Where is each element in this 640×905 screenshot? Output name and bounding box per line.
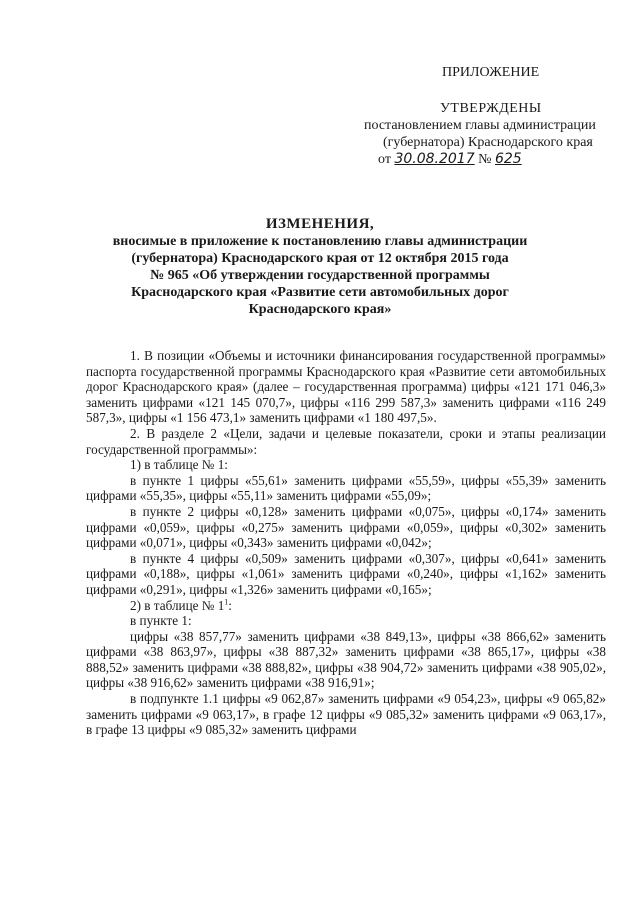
title-line: Краснодарского края «Развитие сети автомобильных дорог	[131, 285, 509, 300]
date-prefix: от	[378, 152, 391, 167]
table-ref-superscript: 1	[224, 597, 229, 607]
paragraph: в пункте 4 цифры «0,509» заменить цифрами «0,307», цифры «0,641» заменить цифрами «0,188», цифры «1,061» заменить цифрами «0,240», цифры «1,162» заменить цифрами «0,291», цифры «1,326» заменить цифрами «0,165»;	[86, 550, 606, 597]
title-main: ИЗМЕНЕНИЯ,	[265, 216, 375, 232]
title-line: вносимые в приложение к постановлению главы администрации	[112, 234, 528, 249]
approved-label: УТВЕРЖДЕНЫ	[440, 101, 542, 116]
table-ref-text: 2) в таблице № 1	[130, 597, 225, 613]
paragraph: в пункте 1:	[130, 613, 192, 629]
appendix-label: ПРИЛОЖЕНИЕ	[442, 65, 540, 80]
governor-line: (губернатора) Краснодарского края	[383, 135, 593, 150]
title-line: (губернатора) Краснодарского края от 12 октября 2015 года	[131, 251, 509, 266]
paragraph: 2. В разделе 2 «Цели, задачи и целевые показатели, сроки и этапы реализации государственной программы»:	[86, 425, 606, 457]
paragraph-table-ref	[86, 598, 606, 614]
table-ref-suffix: :	[228, 597, 232, 613]
document-body	[86, 348, 606, 738]
paragraph: в пункте 1 цифры «55,61» заменить цифрами «55,59», цифры «55,39» заменить цифрами «55,35», цифры «55,11» заменить цифрами «55,09»;	[86, 472, 606, 504]
document-title	[90, 215, 550, 318]
resolution-line: постановлением главы администрации	[364, 118, 596, 133]
paragraph: в подпункте 1.1 цифры «9 062,87» заменить цифрами «9 054,23», цифры «9 065,82» заменить цифрами «9 063,17», в графе 12 цифры «9 085,32» заменить цифрами «9 063,17», в графе 13 цифры «9 085,32» заменить цифрами	[86, 691, 606, 738]
handwritten-date: 30.08.2017	[394, 151, 475, 167]
date-number-row	[378, 151, 620, 168]
paragraph: цифры «38 857,77» заменить цифрами «38 849,13», цифры «38 866,62» заменить цифрами «38 863,97», цифры «38 887,32» заменить цифрами «38 865,17», цифры «38 888,52» заменить цифрами «38 888,82», цифры «38 904,72» заменить цифрами «38 905,02», цифры «38 916,62» заменить цифрами «38 916,91»;	[86, 628, 606, 691]
paragraph: 1) в таблице № 1:	[130, 457, 228, 473]
approval-header	[340, 64, 620, 168]
paragraph: в пункте 2 цифры «0,128» заменить цифрами «0,075», цифры «0,174» заменить цифрами «0,059», цифры «0,275» заменить цифрами «0,059», цифры «0,302» заменить цифрами «0,071», цифры «0,343» заменить цифрами «0,042»;	[86, 503, 606, 551]
handwritten-number: 625	[494, 151, 522, 167]
number-prefix: №	[478, 152, 492, 167]
title-line: Краснодарского края»	[248, 302, 392, 317]
paragraph: 1. В позиции «Объемы и источники финансирования государственной программы» паспорта государственной программы Краснодарского края «Развитие сети автомобильных дорог Краснодарского края» (далее – государственная программа) цифры «121 171 046,3» заменить цифрами «121 145 070,7», цифры «116 299 587,3» заменить цифрами «116 249 587,3», цифры «1 156 473,1» заменить цифрами «1 180 497,5».	[86, 348, 606, 426]
title-line: № 965 «Об утверждении государственной программы	[150, 268, 490, 283]
